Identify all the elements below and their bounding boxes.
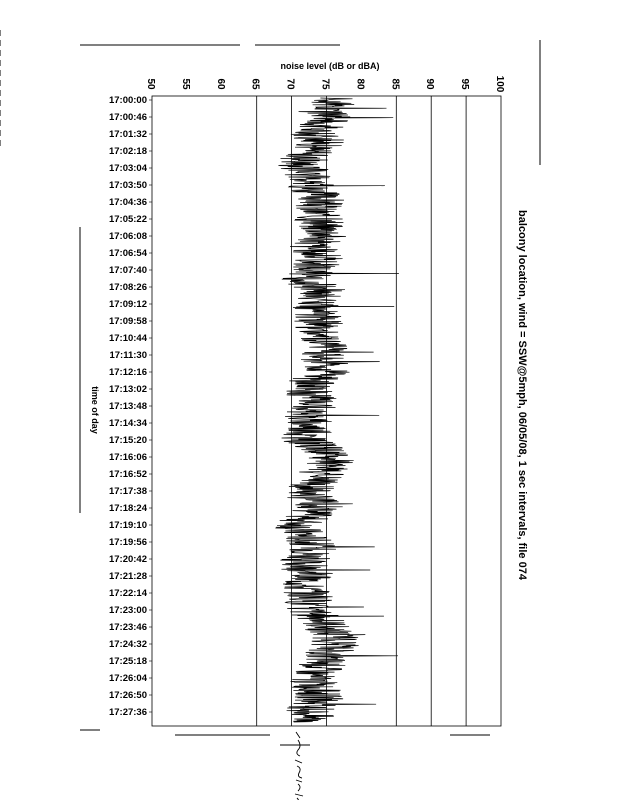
x-tick-label: 60 bbox=[214, 78, 226, 90]
y-tick-label: 17:04:36 bbox=[108, 197, 147, 208]
y-tick-label: 17:27:36 bbox=[108, 707, 147, 718]
y-tick-label: 17:00:46 bbox=[108, 112, 147, 123]
x-tick-label: 100 bbox=[494, 75, 505, 93]
y-tick-label: 17:03:04 bbox=[108, 163, 147, 174]
y-tick-label: 17:03:50 bbox=[108, 180, 147, 191]
y-tick-label: 17:06:54 bbox=[108, 248, 147, 259]
y-tick-label: 17:09:58 bbox=[108, 316, 147, 327]
scan-marks bbox=[0, 30, 540, 745]
x-tick-label: 90 bbox=[424, 78, 436, 90]
y-tick-label: 17:05:22 bbox=[108, 214, 147, 225]
y-tick-label: 17:17:38 bbox=[108, 486, 147, 497]
x-tick-label: 75 bbox=[319, 78, 331, 90]
y-tick-label: 17:23:46 bbox=[108, 622, 147, 633]
y-tick-label: 17:11:30 bbox=[109, 350, 147, 361]
gridlines bbox=[257, 96, 466, 726]
y-tick-label: 17:06:08 bbox=[108, 231, 147, 242]
plot-area bbox=[152, 96, 501, 726]
y-tick-label: 17:26:50 bbox=[108, 690, 147, 701]
x-tick-label: 80 bbox=[354, 78, 366, 90]
y-tick-label: 17:15:20 bbox=[108, 435, 147, 446]
y-tick-label: 17:00:00 bbox=[108, 95, 147, 106]
y-tick-label: 17:18:24 bbox=[108, 503, 147, 514]
y-tick-label: 17:02:18 bbox=[108, 146, 147, 157]
series-group bbox=[275, 98, 399, 722]
x-axis-label: noise level (dB or dBA) bbox=[280, 61, 380, 71]
y-tick-label: 17:14:34 bbox=[108, 418, 147, 429]
y-tick-label: 17:13:48 bbox=[108, 401, 147, 412]
y-tick-label: 17:23:00 bbox=[108, 605, 147, 616]
y-tick-label: 17:16:06 bbox=[108, 452, 147, 463]
y-tick-label: 17:22:14 bbox=[108, 588, 147, 599]
y-tick-label: 17:07:40 bbox=[108, 265, 147, 276]
x-tick-label: 95 bbox=[459, 78, 471, 90]
y-tick-label: 17:10:44 bbox=[108, 333, 147, 344]
chart-title: balcony location, wind = SSW@5mph, 06/05/08, 1 sec intervals, file 074 bbox=[516, 210, 528, 580]
y-tick-label: 17:09:12 bbox=[108, 299, 147, 310]
y-tick-label: 17:16:52 bbox=[108, 469, 147, 480]
y-tick-label: 17:25:18 bbox=[108, 656, 147, 667]
y-tick-label: 17:13:02 bbox=[108, 384, 147, 395]
x-tick-label: 65 bbox=[249, 78, 261, 90]
y-tick-label: 17:01:32 bbox=[108, 129, 147, 140]
y-tick-label: 17:19:10 bbox=[108, 520, 147, 531]
x-tick-label: 70 bbox=[284, 78, 296, 90]
y-axis-label: time of day bbox=[90, 386, 100, 434]
x-tick-label: 55 bbox=[179, 78, 191, 90]
y-tick-label: 17:24:32 bbox=[108, 639, 147, 650]
x-tick-label: 85 bbox=[389, 78, 401, 90]
y-tick-label: 17:08:26 bbox=[108, 282, 147, 293]
y-tick-label: 17:21:28 bbox=[108, 571, 147, 582]
y-tick-labels bbox=[109, 95, 152, 718]
y-tick-label: 17:26:04 bbox=[108, 673, 147, 684]
y-tick-label: 17:19:56 bbox=[108, 537, 147, 548]
noise-series-line bbox=[275, 98, 399, 722]
y-tick-label: 17:20:42 bbox=[108, 554, 147, 565]
y-tick-label: 17:12:16 bbox=[108, 367, 147, 378]
x-tick-labels bbox=[145, 76, 505, 93]
handwritten-annotation bbox=[295, 732, 303, 800]
x-tick-label: 50 bbox=[145, 78, 156, 90]
